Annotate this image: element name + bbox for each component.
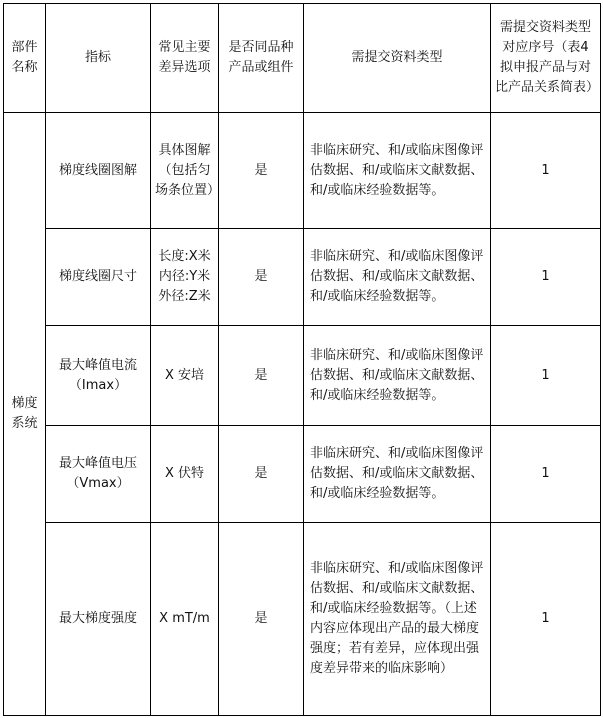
materials-cell: 非临床研究、和/或临床图像评估数据、和/或临床文献数据、和/或临床经验数据等。（上述内容应体现出产品的最大梯度强度；若有差异，应体现出强度差异带来的临床影响） <box>304 523 491 716</box>
same-cell: 是 <box>219 326 304 426</box>
same-cell: 是 <box>219 523 304 716</box>
same-cell: 是 <box>219 426 304 523</box>
seq-cell: 1 <box>491 113 601 229</box>
indicator-cell: 最大梯度强度 <box>46 523 151 716</box>
seq-cell: 1 <box>491 326 601 426</box>
header-row <box>4 4 601 113</box>
seq-cell: 1 <box>491 426 601 523</box>
table-row <box>4 113 601 229</box>
option-cell: X mT/m <box>151 523 219 716</box>
materials-cell: 非临床研究、和/或临床图像评估数据、和/或临床文献数据、和/或临床经验数据等。 <box>304 326 491 426</box>
header-cell: 需提交资料类型对应序号（表4 拟申报产品与对比产品关系简表） <box>491 4 601 113</box>
materials-cell: 非临床研究、和/或临床图像评估数据、和/或临床文献数据、和/或临床经验数据等。 <box>304 113 491 229</box>
comparison-table <box>3 3 601 716</box>
indicator-cell: 最大峰值电压（Vmax） <box>46 426 151 523</box>
option-cell: 长度:X米 内径:Y米 外径:Z米 <box>151 229 219 326</box>
table-row <box>4 523 601 716</box>
table-row <box>4 426 601 523</box>
table-row <box>4 326 601 426</box>
seq-cell: 1 <box>491 229 601 326</box>
materials-cell: 非临床研究、和/或临床图像评估数据、和/或临床文献数据、和/或临床经验数据等。 <box>304 426 491 523</box>
header-cell: 是否同品种产品或组件 <box>219 4 304 113</box>
same-cell: 是 <box>219 113 304 229</box>
option-cell: 具体图解（包括匀场条位置） <box>151 113 219 229</box>
indicator-cell: 梯度线圈尺寸 <box>46 229 151 326</box>
materials-cell: 非临床研究、和/或临床图像评估数据、和/或临床文献数据、和/或临床经验数据等。 <box>304 229 491 326</box>
header-cell: 常见主要差异选项 <box>151 4 219 113</box>
component-cell: 梯度系统 <box>4 113 46 716</box>
indicator-cell: 梯度线圈图解 <box>46 113 151 229</box>
same-cell: 是 <box>219 229 304 326</box>
seq-cell: 1 <box>491 523 601 716</box>
header-cell: 需提交资料类型 <box>304 4 491 113</box>
header-cell: 指标 <box>46 4 151 113</box>
option-cell: X 伏特 <box>151 426 219 523</box>
header-cell: 部件名称 <box>4 4 46 113</box>
table-row <box>4 229 601 326</box>
indicator-cell: 最大峰值电流（Imax） <box>46 326 151 426</box>
option-cell: X 安培 <box>151 326 219 426</box>
